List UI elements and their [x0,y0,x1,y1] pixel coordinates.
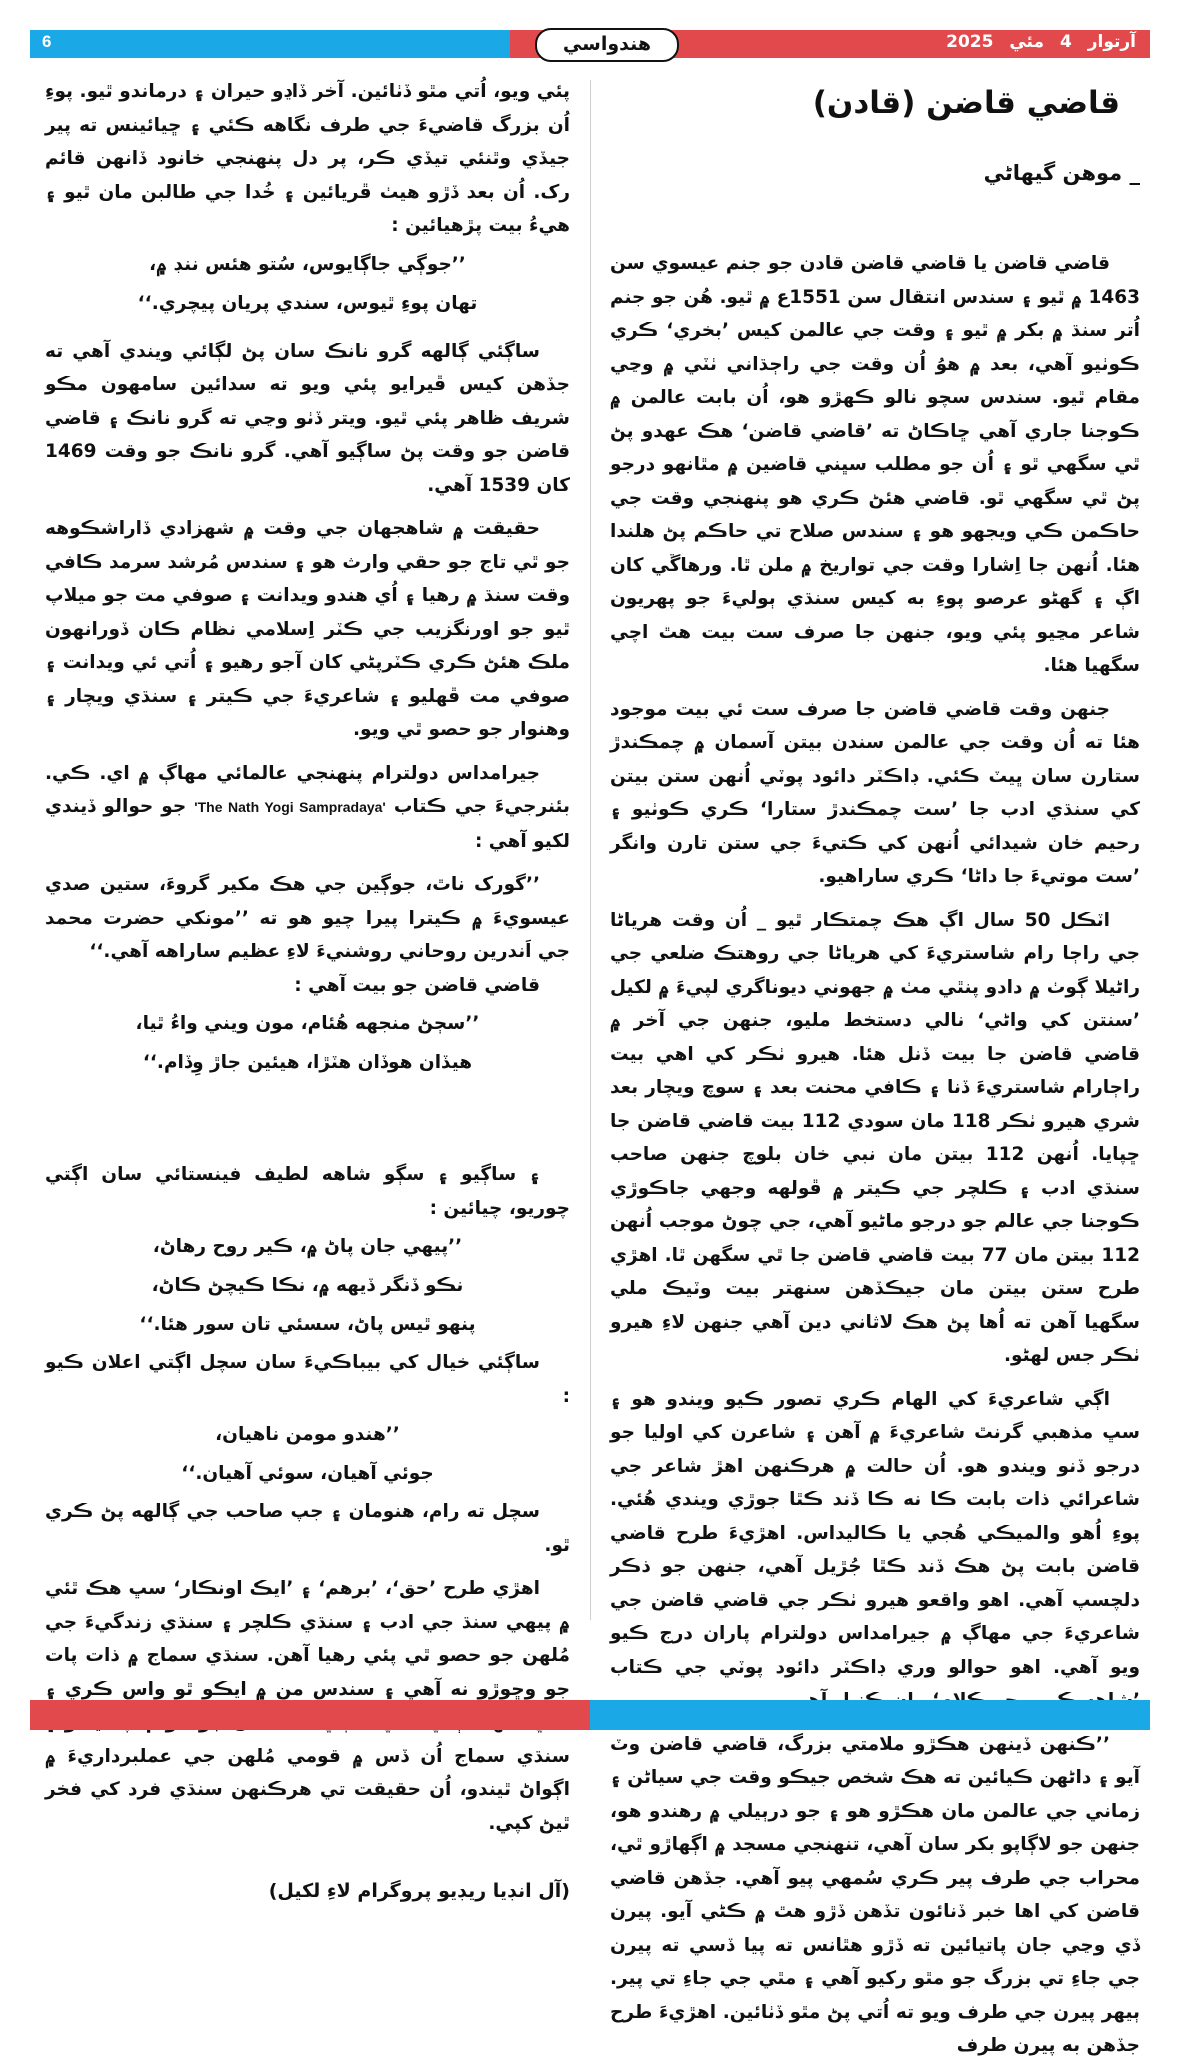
article-column-right [610,75,1140,2063]
poem-line: پنهو ٿيس پاڻ، سسئي تان سور هئا.‘‘ [139,1314,476,1335]
paragraph: ’’ڪنهن ڏينهن هڪڙو ملامتي بزرگ، قاضي قاضن وٽ آيو ۽ داڻهن ڪيائين ته هڪ شخص جيڪو وقت جي سياڻن ۽ زماني جي عالمن مان هڪڙو هو ۽ جو درٻيلي ۾ رهندو هو، جنهن جو لاڳاپو بکر سان آهي، تنهنجي مسجد ۾ اڳهاڙو ٿي، محراب جي طرف پير ڪري سُمهي پيو آهي. جڏهن قاضي قاضن کي اها خبر ڏنائون تڏهن ڏڙو هٿ ۾ ڪڻي آيو. پيرن ڏي وڃي جان پاتيائين ته ڏڙو هٿانس ته پيا ڏسي ته پيرن جي جاءِ تي بزرگ جو مٿو رکيو آهي ۽ مٿي جي جاءِ تي پير. ٻيهر پيرن جي طرف ويو ته اُتي پڻ مٿو ڏٺائين. اهڙيءَ طرح جڏهن به پيرن طرف [610,1733,1140,2056]
poem-line: ’’جوڳي جاڳايوس، سُتو هئس ننڊ ۾، [149,253,466,275]
date-year: 2025 [946,32,994,52]
header-bar-blue [30,30,510,58]
page-footer [30,1700,1150,1730]
footer-bar-red [30,1700,590,1730]
paragraph: ساڳئي ڳالهه گرو نانڪ سان پڻ لڳائي ويندي آهي ته جڏهن کيس ڦيرايو پئي ويو ته سدائين سامهون مڪو شريف ظاهر پئي ٿيو. ويتر ڏٺو وڃي ته گرو نانڪ ۽ قاضي قاضن جو وقت پڻ ساڳيو آهي. گرو نانڪ جو وقت 1469 کان 1539 آهي. [45,340,570,496]
quote: ’’گورک ناٿ، جوڳين جي هڪ مکير گروءَ، ستين صدي عيسويءَ ۾ ڪيترا پيرا چيو هو ته ’’مونکي حضرت محمد جي اَندرين روحاني روشنيءَ لاءِ عظيم ساراهه آهي.‘‘ [45,874,570,962]
paragraph: اٽڪل 50 سال اڳ هڪ چمتڪار ٿيو _ اُن وقت هرياڻا جي راڄا رام شاستريءَ کي هرياڻا جي روهتڪ ضلعي جي راڻيلا ڳوٺ ۾ دادو پنٿي مٺ ۾ جهوني ديوناگري لپيءَ ۾ لکيل ’سنتن کي واڻي‘ نالي دستخط مليو، جنهن جي آخر ۾ قاضي قاضن جا بيت ڏنل هئا. هيرو ٺڪر کي اهي بيت راڄارام شاستريءَ ڏنا ۽ ڪافي محنت بعد ۽ سوچ ويچار بعد شري هيرو ٺڪر 118 مان سودي 112 بيت قاضي قاضن جا ڇپايا. اُنهن 112 بيتن مان نبي خان بلوچ جنهن صاحب سنڌي ادب ۽ ڪلچر جي ڪيتر ۾ ڦولهه وجهي جاڪوڙي ڪوجنا جي عالم جو درجو ماڻيو آهي، جي چوڻ موجب اُنهن 112 بيتن مان 77 بيت قاضي قاضن جا ٿي سگهن ٿا. اهڙي طرح ستن بيتن مان جيڪڏهن سنهتر بيت وٽيڪ ملي سگهيا آهن ته اُها پڻ هڪ لاثاني دين آهي جنهن لاءِ هيرو ٺڪر جس لهڻو. [610,909,1140,1366]
poem-line: جوئي آهيان، سوئي آهيان.‘‘ [181,1463,434,1484]
article-author: _ موهن گيهاڻي [983,161,1140,185]
date-day: 4 [1059,32,1072,52]
poem-line: ’’سڄڻ منجهه هُئام، مون ويني واءُ ٿيا، [135,1013,480,1034]
paragraph: اهڙي طرح ’حق‘، ’برهم‘ ۽ ’ايڪ اونڪار‘ سڀ هڪ ٿئي ۾ پيهي سنڌ جي ادب ۽ سنڌي ڪلچر ۽ سنڌي زندگيءَ جي مُلهن جو حصو ٿي پئي رهيا آهن. سنڌي سماج ۾ ذات پات جو وڇوڙو نه آهي ۽ سندس من ۾ ايڪو ٿو واس ڪري ۽ سنڌي سماج اُن ڏس ۾ قومي مُلهن جي عملبرداريءَ ۾ اڳواڻ ٿيندو، اُن حقيقت تي هرڪنهن سنڌي فرد کي فخر ٿيڻ کپي. [45,1578,570,1834]
paragraph-text: جو حوالو ڏيندي لکيو آهي : [45,796,570,852]
issue-date [936,32,1136,52]
paragraph: اڳي شاعريءَ کي الهام ڪري تصور ڪيو ويندو هو ۽ سڀ مذهبي گرنٿ شاعريءَ ۾ آهن ۽ شاعرن کي اوليا جو درجو ڏنو ويندو هو. اُن حالت ۾ هرڪنهن اهڙ شاعر جي شاعرائي ذات بابت ڪا نه ڪا ڏند ڪٿا جوڙي ويندي هُئي. پوءِ اُهو والميڪي هُجي يا ڪاليداس. اهڙيءَ طرح قاضي قاضن بابت پڻ هڪ ڏند ڪٿا جُڙيل آهي، جنهن جو ذڪر دلچسپ آهي. اهو واقعو هيرو ٺڪر جي قاضي قاضن جي شاعريءَ جي مهاڳ ۾ جيرامداس دولترام پاران درج ڪيو ويو آهي. اهو حوالو وري ڊاڪٽر دائود پوٽي جي ڪتاب [610,1388,1140,1678]
poem-line: تهان پوءِ ٿيوس، سندي پريان پيچري.‘‘ [137,292,478,314]
paragraph: پئي ويو، اُتي مٿو ڏٺائين. آخر ڏاڍو حيران ۽ درماندو ٿيو. پوءِ اُن بزرگ قاضيءَ جي طرف نگاهه ڪئي ۽ ڇيائينس ته پير جيڏي وٿنئي تيڏي ڪر، پر دل پنهنجي خانود ڏانهن قائم رک. اُن بعد ڏڙو هيٺ ڦريائين ۽ خُدا جي طالبن مان ٿيو ۽ هيءُ بيت پڙهيائين : [45,81,570,236]
poem-line: هيڏان هوڏان هٽڙا، هيئين جاڙ وِڏام.‘‘ [142,1052,473,1073]
paragraph: ۽ ساڳيو ۽ سڳو شاهه لطيف فينستائي سان اڳتي چوريو، چيائين : [45,1164,570,1219]
book-title: 'The Nath Yogi Sampradaya' [194,799,386,815]
poem-line: ’’هندو مومن ناهيان، [215,1424,400,1445]
poem-line: نڪو ڏنگر ڏيهه ۾، نڪا ڪيچڻ ڪاڻ، [151,1275,464,1296]
paragraph: قاضي قاضن جو بيت آهي : [294,974,540,996]
column-divider [590,80,591,1620]
paragraph: قاضي قاضن يا قاضي قاضن قادن جو جنم عيسوي سن 1463 ۾ ٿيو ۽ سندس انتقال سن 1551ع ۾ ٿيو. هُن جو جنم اُتر سنڌ ۾ بکر ۾ ٿيو ۽ وقت جي عالمن کيس ’بخري‘ ڪري ڪوٺيو آهي، بعد ۾ هوُ اُن وقت جي راڄڌاني ٺٽي ۾ وڃي مقام ٿيو. سندس سچو نالو ڪهڙو هو، اُن بابت عالمن ۾ ڪوجنا جاري آهي ڇاڪاڻ ته ’قاضي قاضن‘ هڪ عهدو پڻ ٿي سگهي ٿو ۽ اُن جو مطلب سڀني قاضين ۾ مٿانهو درجو پڻ ٿي سگهي ٿو. قاضي هئڻ ڪري هو پنهنجي وقت جي حاڪمن ڪي ويجهو هو ۽ سندس صلاح تي حاڪم پڻ هلندا هئا. اُنهن جا اِشارا وقت جي تواريخ ۾ ملن ٿا. ورهاڱي کان اڳ ۽ گهڻو عرصو پوءِ به کيس سنڌي ٻوليءَ جو پهريون شاعر مڃيو پئي ويو، جنهن جا صرف ست بيت هٿ اچي سگهيا هئا. [610,253,1140,676]
newspaper-masthead: هندواسي [535,28,679,62]
paragraph-text: جيرامداس دولترام پنهنجي عالمائي مهاڳ ۾ اي. ڪي. بئنرجيءَ جي ڪتاب [45,762,570,817]
paragraph [45,757,570,859]
paragraph: حقيقت ۾ شاهجهان جي وقت ۾ شهزادي ڏاراشڪوهه جو ٿي تاج جو حقي وارث هو ۽ سندس مُرشد سرمد ڪافي وقت سنڌ ۾ رهيا ۽ اُي هندو ويدانت ۽ صوفي مت جو ميلاپ ٿيو جو اورنگزيب جي ڪٽر اِسلامي نظام ڪان ڏورانهون ملڪ هئڻ ڪري ڪٽرپڻي کان آجو رهيو ۽ اُتي ئي ويدانت ۽ صوفي مت ڦهليو ۽ شاعريءَ جي ڪيتر ۽ سنڌي ويچار ۽ وهنوار جو حصو ٿي ويو. [45,518,570,740]
page-header [30,30,1150,58]
article-credit: (آل انڊيا ريڊيو پروگرام لاءِ لکيل) [268,1880,570,1902]
article-title: قاضي قاضن (قادن) [812,85,1120,121]
paragraph: جنهن وقت قاضي قاضن جا صرف ست ئي بيت موجود هئا ته اُن وقت جي عالمن سندن بيتن آسمان ۾ چمڪندڙ ستارن سان ڀيٽ ڪئي. ڊاڪٽر دائود پوٽي اُنهن ستن بيتن کي سنڌي ادب جا ’ست چمڪندڙ ستارا‘ ڪري ڪوٺيو ۽ رحيم خان شيدائي اُنهن کي ڪتيءَ جي ستن تارن وانگر ’ست موتيءَ جا داڻا‘ ڪري ساراهيو. [610,698,1140,887]
poem-line: ’’پيهي جان پاڻ ۾، ڪير روح رهاڻ، [152,1236,463,1257]
paragraph: سچل ته رام، هنومان ۽ جپ صاحب جي ڳالهه پڻ ڪري ٿو. [45,1501,570,1556]
article-column-left [45,75,570,1902]
page-number: 6 [42,32,52,51]
footer-bar-blue [590,1700,1150,1730]
date-month: مئي [1009,32,1045,52]
date-weekday: آرتوار [1087,32,1136,52]
paragraph: ساڳئي خيال کي بيباڪيءَ سان سچل اڳتي اعلان ڪيو : [45,1352,570,1407]
